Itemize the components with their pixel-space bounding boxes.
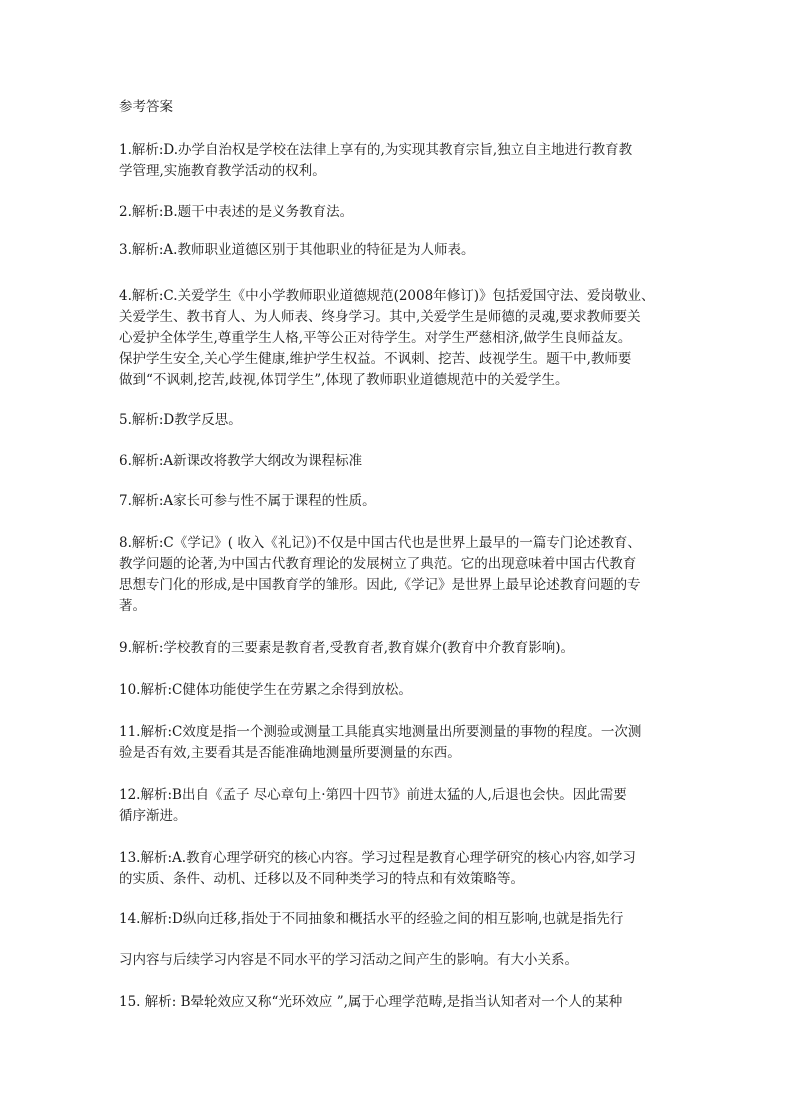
answer-12-line-1: 12.解析:B出自《孟子 尽心章句上·第四十四节》前进太猛的人,后退也会快。因此需要 xyxy=(119,787,627,803)
answer-1-line-1: 1.解析:D.办学自治权是学校在法律上享有的,为实现其教育宗旨,独立自主地进行教育教 xyxy=(119,142,633,158)
answer-6: 6.解析:A新课改将教学大纲改为课程标准 xyxy=(119,453,363,469)
page-title: 参考答案 xyxy=(119,99,173,115)
answer-3: 3.解析:A.教师职业道德区别于其他职业的特征是为人师表。 xyxy=(119,242,475,258)
answer-11-line-2: 验是否有效,主要看其是否能准确地测量所要测量的东西。 xyxy=(119,745,461,761)
answer-4-line-3: 心爱护全体学生,尊重学生人格,平等公正对待学生。对学生严慈相济,做学生良师益友。 xyxy=(119,330,632,346)
answer-11-line-1: 11.解析:C效度是指一个测验或测量工具能真实地测量出所要测量的事物的程度。一次测 xyxy=(119,724,642,740)
answer-2: 2.解析:B.题干中表述的是义务教育法。 xyxy=(119,204,354,220)
answer-13-line-2: 的实质、条件、动机、迁移以及不同种类学习的特点和有效策略等。 xyxy=(119,871,524,887)
answer-15-line-1: 15. 解析: B晕轮效应又称“光环效应 ”,属于心理学范畴,是指当认知者对一个人的某种 xyxy=(119,994,623,1010)
answer-4-line-5: 做到“不讽刺,挖苦,歧视,体罚学生”,体现了教师职业道德规范中的关爱学生。 xyxy=(119,372,569,388)
answer-10: 10.解析:C健体功能使学生在劳累之余得到放松。 xyxy=(119,682,412,698)
answer-7: 7.解析:A家长可参与性不属于课程的性质。 xyxy=(119,493,376,509)
answer-14-line-2: 习内容与后续学习内容是不同水平的学习活动之间产生的影响。有大小关系。 xyxy=(119,952,578,968)
answer-13-line-1: 13.解析:A.教育心理学研究的核心内容。学习过程是教育心理学研究的核心内容,如学习 xyxy=(119,850,636,866)
answer-4-line-2: 关爱学生、教书育人、为人师表、终身学习。其中,关爱学生是师德的灵魂,要求教师要关 xyxy=(119,309,641,325)
answer-8-line-3: 思想专门化的形成,是中国教育学的雏形。因此,《学记》是世界上最早论述教育问题的专 xyxy=(119,577,641,593)
answer-8-line-4: 著。 xyxy=(119,598,146,614)
answer-8-line-1: 8.解析:C《学记》( 收入《礼记》)不仅是中国古代也是世界上最早的一篇专门论述教育、 xyxy=(119,535,641,551)
answer-1-line-2: 学管理,实施教育教学活动的权利。 xyxy=(119,163,326,179)
answer-12-line-2: 循序渐进。 xyxy=(119,808,187,824)
answer-8-line-2: 教学问题的论著,为中国古代教育理论的发展树立了典范。它的出现意味着中国古代教育 xyxy=(119,556,637,572)
answer-4-line-4: 保护学生安全,关心学生健康,维护学生权益。不讽刺、挖苦、歧视学生。题干中,教师要 xyxy=(119,351,632,367)
answer-4-line-1: 4.解析:C.关爱学生《中小学教师职业道德规范(2008年修订)》包括爱国守法、爱岗敬业、 xyxy=(119,288,655,304)
answer-5: 5.解析:D教学反思。 xyxy=(119,412,242,428)
answer-9: 9.解析:学校教育的三要素是教育者,受教育者,教育媒介(教育中介教育影响)。 xyxy=(119,640,575,656)
answer-14-line-1: 14.解析:D纵向迁移,指处于不同抽象和概括水平的经验之间的相互影响,也就是指先行 xyxy=(119,911,624,927)
